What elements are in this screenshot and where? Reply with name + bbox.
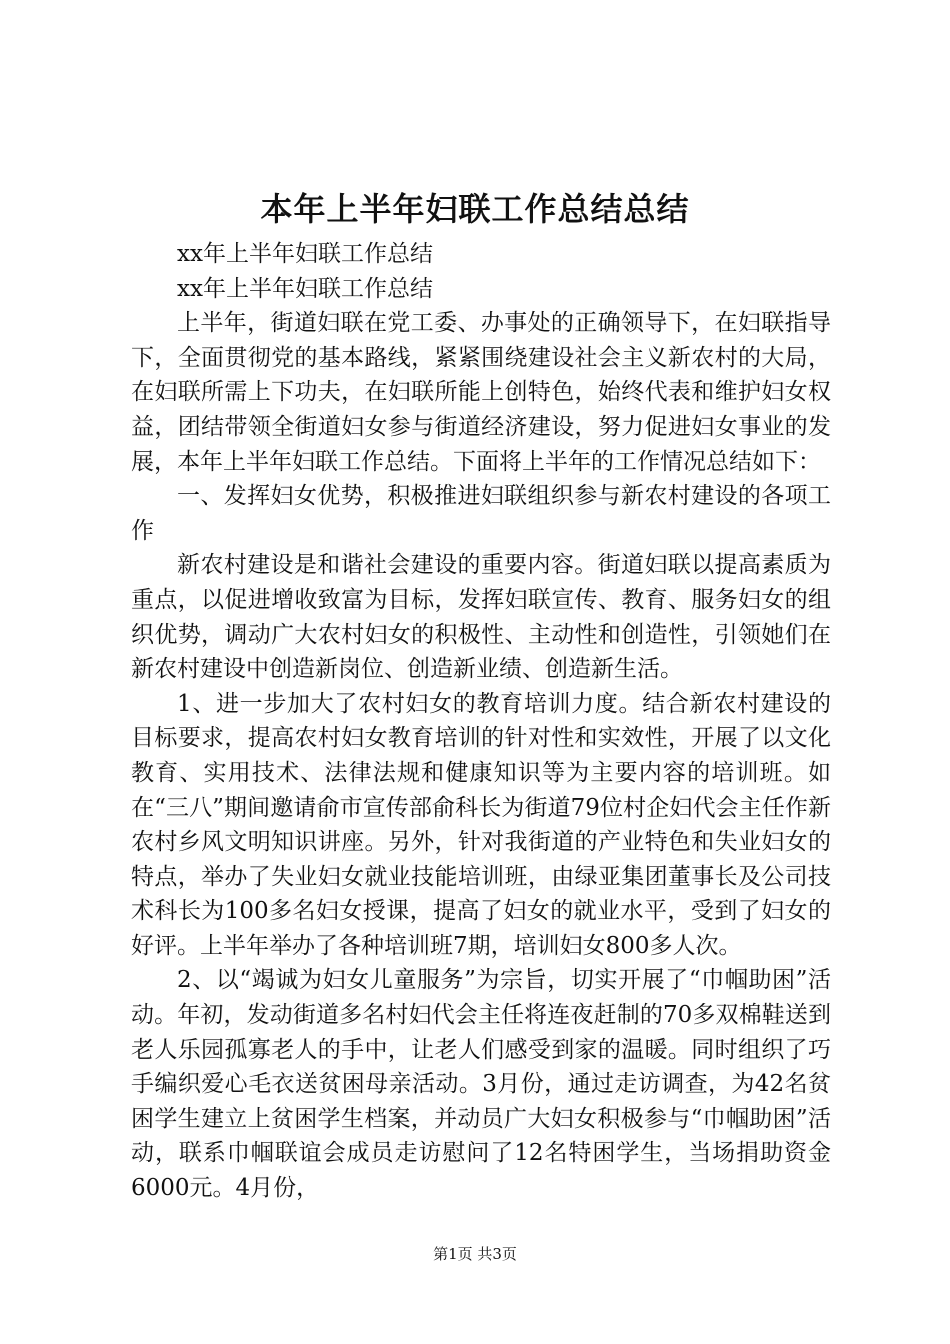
section-heading: 一、发挥妇女优势，积极推进妇联组织参与新农村建设的各项工作 <box>131 483 831 544</box>
document-title: 本年上半年妇联工作总结总结 <box>260 190 690 228</box>
paragraph: 2、以“竭诚为妇女儿童服务”为宗旨，切实开展了“巾帼助困”活动。年初，发动街道多名村妇代会主任将连夜赶制的70多双棉鞋送到老人乐园孤寡老人的手中，让老人们感受到家的温暖。同时组织了巧手编织爱心毛衣送贫困母亲活动。3月份，通过走访调查，为42名贫困学生建立上贫困学生档案，并动员广大妇女积极参与“巾帼助困”活动，联系巾帼联谊会成员走访慰问了12名特困学生，当场捐助资金6000元。4月份， <box>131 967 831 1202</box>
paragraph: 1、进一步加大了农村妇女的教育培训力度。结合新农村建设的目标要求，提高农村妇女教育培训的针对性和实效性，开展了以文化教育、实用技术、法律法规和健康知识等为主要内容的培训班。如在“三八”期间邀请俞市宣传部俞科长为街道79位村企妇代会主任作新农村乡风文明知识讲座。另外，针对我街道的产业特色和失业妇女的特点，举办了失业妇女就业技能培训班，由绿亚集团董事长及公司技术科长为100多名妇女授课，提高了妇女的就业水平，受到了妇女的好评。上半年举办了各种培训班7期，培训妇女800多人次。 <box>131 690 831 959</box>
paragraph: xx年上半年妇联工作总结 <box>177 275 433 302</box>
paragraph: 上半年，街道妇联在党工委、办事处的正确领导下，在妇联指导下，全面贯彻党的基本路线，紧紧围绕建设社会主义新农村的大局，在妇联所需上下功夫，在妇联所能上创特色，始终代表和维护妇女权益，团结带领全街道妇女参与街道经济建设，努力促进妇女事业的发展，本年上半年妇联工作总结。下面将上半年的工作情况总结如下： <box>131 310 831 475</box>
document-body <box>131 237 831 1206</box>
paragraph: xx年上半年妇联工作总结 <box>177 241 433 267</box>
paragraph: 新农村建设是和谐社会建设的重要内容。街道妇联以提高素质为重点，以促进增收致富为目标，发挥妇联宣传、教育、服务妇女的组织优势，调动广大农村妇女的积极性、主动性和创造性，引领她们在新农村建设中创造新岗位、创造新业绩、创造新生活。 <box>131 552 831 683</box>
page-footer: 第1页 共3页 <box>433 1245 517 1263</box>
